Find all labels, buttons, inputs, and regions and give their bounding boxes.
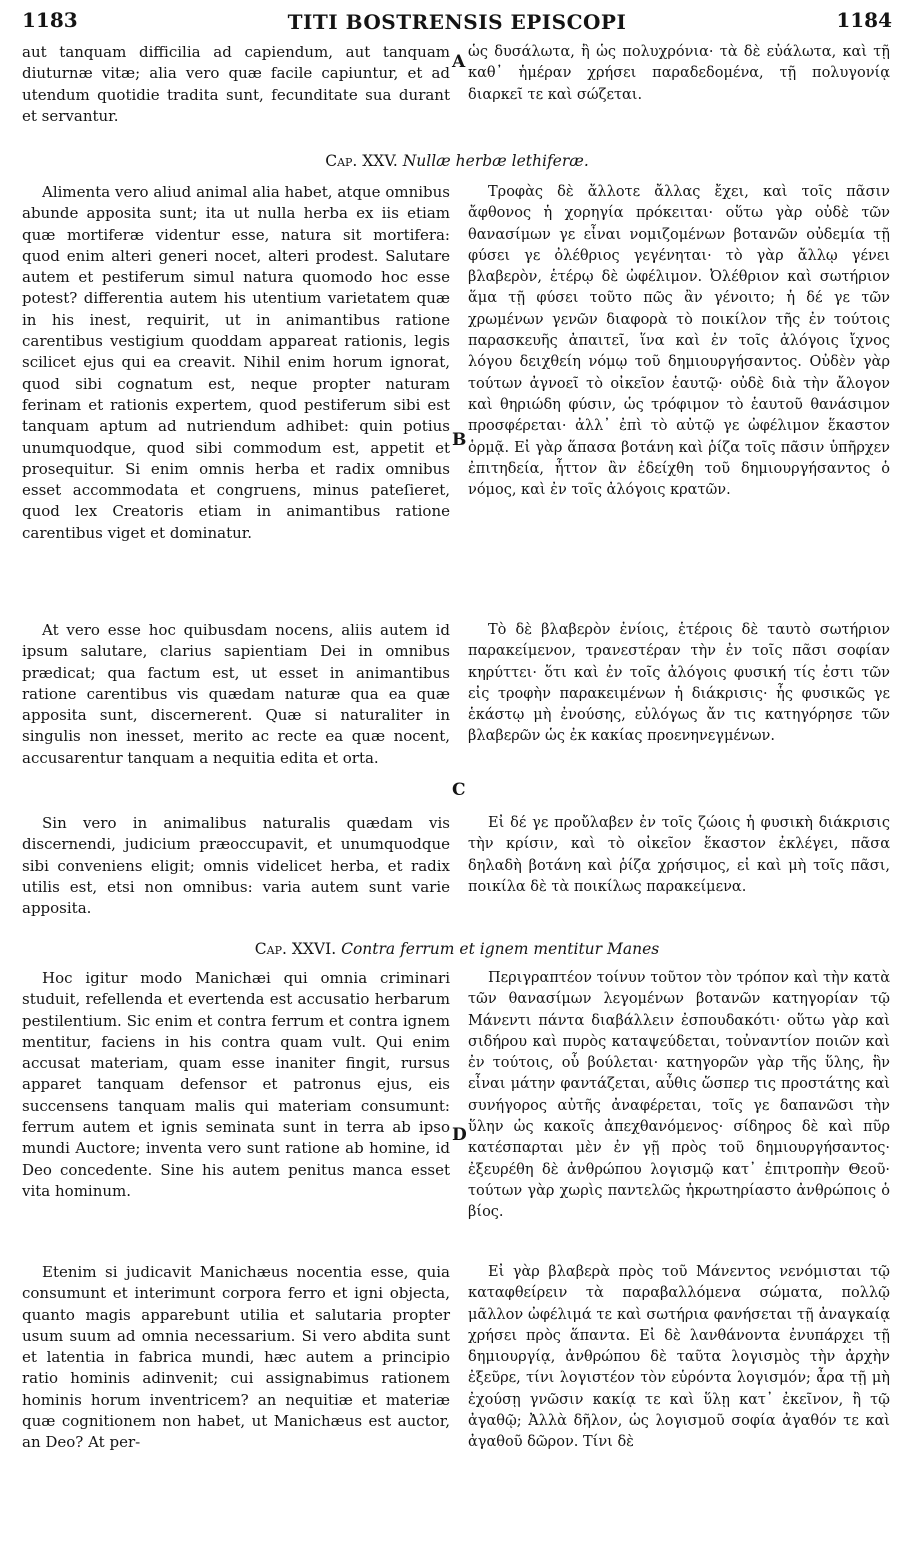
latin-column bbox=[22, 42, 450, 127]
greek-paragraph: Περιγραπτέον τοίνυν τοῦτον τὸν τρόπον καὶ τὴν κατὰ τῶν θανασίμων λεγομένων βοτανῶν κατηγορίαν τῷ Μάνεντι πάντα διαβάλλειν ἐσπουδακότι· οὕτω γὰρ καὶ σιδήρου καὶ πυρὸς καταψεύδεται, τοὐναντίον ποιῶν καὶ ἐν τούτοις, οὗ βούλεται· κατηγορῶν γὰρ τῆς ὕλης, ἣν εἶναι μάτην φαντάζεται, αὖθις ὥσπερ τις προστάτης καὶ συνήγορος αὐτῆς ἀναφέρεται, τοῖς γε δαπανῶσι τὴν ὕλην ὡς κακοῖς ἀπεχθανόμενος· σίδηρος δὲ καὶ πῦρ κατέσπαρται μὲν ἐν γῇ πρὸς τοῦ δημιουργήσαντος· ἐξευρέθη δὲ ἀνθρώπου λογισμῷ κατ᾽ ἐπιτροπὴν Θεοῦ· τούτων γὰρ χωρὶς παντελῶς ἠκρωτηρίαστο ἀνθρώποις ὁ βίος. bbox=[468, 970, 890, 1221]
latin-column bbox=[22, 968, 450, 1202]
greek-column bbox=[468, 620, 890, 748]
latin-column bbox=[22, 813, 450, 919]
page-number-left: 1183 bbox=[22, 8, 78, 32]
chapter-number: Cap. XXV. bbox=[325, 152, 398, 170]
page-number-right: 1184 bbox=[836, 8, 892, 32]
greek-paragraph: Τροφὰς δὲ ἄλλοτε ἄλλας ἔχει, καὶ τοῖς πᾶσιν ἄφθονος ἡ χορηγία πρόκειται· οὕτω γὰρ οὐδὲ τῶν θανασίμων γε εἶναι νομιζομένων βοτανῶν οὐδεμία τῇ φύσει γε ὀλέθριος γεγένηται· τὸ γὰρ ἄλλῳ γένει βλαβερὸν, ἑτέρῳ δὲ ὠφέλιμον. Ὀλέθριον καὶ σωτήριον ἅμα τῇ φύσει τοῦτο πῶς ἂν γένοιτο; ἡ δέ γε τῶν χρωμένων γενῶν διαφορὰ τὸ ποικίλον τῆς ἐν τούτοις παρασκευῆς ἀπαιτεῖ, ἵνα καὶ ἐν τοῖς ἀλόγοις ἴχνος λόγου δειχθείη νόμῳ τοῦ δημιουργήσαντος. Οὐδὲν γὰρ τούτων ἀγνοεῖ τὸ οἰκεῖον ἑαυτῷ· οὐδὲ διὰ τὴν ἄλογον καὶ θηριώδη φύσιν, ὡς τρόφιμον τὸ ἑαυτοῦ θανάσιμον προσφέρεται· ἀλλ᾽ ἐπὶ τὸ αὐτῷ γε ὠφέλιμον ἕκαστον ὁρμᾷ. Εἰ γὰρ ἅπασα βοτάνη καὶ ῥίζα τοῖς πᾶσιν ὑπῆρχεν ἐπιτηδεία, ἧττον ἂν ἐδείχθη τοῦ δημιουργήσαντος ὁ νόμος, καὶ ἐν τοῖς ἀλόγοις κρατῶν. bbox=[468, 184, 890, 499]
latin-paragraph: Sin vero in animalibus naturalis quædam vis discernendi, judicium præoccupavit, et unumquodque sibi conveniens eligit; omnis videlicet herba, et radix utilis est, etsi non omnibus: varia autem sunt varie apposita. bbox=[22, 814, 450, 918]
chapter-number: Cap. XXVI. bbox=[254, 940, 337, 958]
margin-marker-b: B bbox=[452, 430, 467, 450]
margin-marker-c: C bbox=[452, 780, 466, 800]
chapter-heading-26 bbox=[22, 940, 892, 958]
chapter-heading-25 bbox=[22, 152, 892, 170]
running-head: TITI BOSTRENSIS EPISCOPI bbox=[287, 10, 627, 34]
margin-marker-a: A bbox=[452, 52, 466, 72]
greek-column bbox=[468, 42, 890, 106]
page-header bbox=[22, 8, 892, 38]
greek-paragraph: Τὸ δὲ βλαβερὸν ἐνίοις, ἑτέροις δὲ ταυτὸ σωτήριον παρακείμενον, τρανεστέραν τὴν ἐν τοῖς πᾶσι σοφίαν κηρύττει· ὅτι καὶ ἐν τοῖς ἀλόγοις φυσική τίς ἐστι τῶν εἰς τροφὴν παρακειμένων ἡ διάκρισις· ἧς φυσικῶς γε ἑκάστῳ μὴ ἐνούσης, εὐλόγως ἄν τις κατηγόρησε τῶν βλαβερῶν ὡς ἐκ κακίας προενηνεγμένων. bbox=[468, 622, 890, 745]
latin-paragraph: Etenim si judicavit Manichæus nocentia esse, quia consumunt et interimunt corpora ferro et igni objecta, quanto magis apparebunt utilia et salutaria propter usum suum ad omnia necessarium. Si vero abdita sunt et latentia in fabrica mundi, hæc autem a principio ratio hominis adinvenit; cui assignabimus rationem hominis horum inventricem? an nequitiæ et materiæ quæ cognitionem non habet, ut Manichæus est auctor, an Deo? At per- bbox=[22, 1263, 450, 1452]
greek-paragraph: ὡς δυσάλωτα, ἢ ὡς πολυχρόνια· τὰ δὲ εὐάλωτα, καὶ τῇ καθ᾽ ἡμέραν χρήσει παραδεδομένα, τῇ πολυγονίᾳ διαρκεῖ τε καὶ σώζεται. bbox=[468, 44, 890, 103]
latin-column bbox=[22, 1262, 450, 1454]
greek-paragraph: Εἰ δέ γε προὔλαβεν ἐν τοῖς ζώοις ἡ φυσικὴ διάκρισις τὴν κρίσιν, καὶ τὸ οἰκεῖον ἕκαστον ἐκλέγει, πᾶσα δηλαδὴ βοτάνη καὶ ῥίζα χρήσιμος, εἰ καὶ μὴ τοῖς πᾶσι, ποικίλα δὲ τὰ ποικίλως παρακείμενα. bbox=[468, 815, 890, 895]
latin-paragraph: aut tanquam difficilia ad capiendum, aut tanquam diuturnæ vitæ; alia vero quæ facile capiuntur, et ad utendum quotidie tradita sunt, fecunditate sua durant et servantur. bbox=[22, 43, 450, 125]
greek-column bbox=[468, 1262, 890, 1454]
greek-column bbox=[468, 813, 890, 898]
greek-column bbox=[468, 182, 890, 501]
latin-column bbox=[22, 620, 450, 769]
greek-column bbox=[468, 968, 890, 1224]
greek-paragraph: Εἰ γὰρ βλαβερὰ πρὸς τοῦ Μάνεντος νενόμισται τῷ καταφθείρειν τὰ παραβαλλόμενα σώματα, πολλῷ μᾶλλον ὠφέλιμά τε καὶ σωτήρια φανήσεται τῇ ἀναγκαίᾳ χρήσει πρὸς ἅπαντα. Εἰ δὲ λανθάνοντα ἐνυπάρχει τῇ δημιουργίᾳ, ἀνθρώπου δὲ ταῦτα λογισμὸς τὴν ἀρχὴν ἐξεῦρε, τίνι λογιστέον τὸν εὑρόντα λογισμόν; ἆρα τῇ μὴ ἐχούσῃ γνῶσιν κακίᾳ τε καὶ ὕλῃ κατ᾽ ἐκεῖνον, ἢ τῷ ἀγαθῷ; Ἀλλὰ δῆλον, ὡς λογισμοῦ σοφία ἀγαθόν τε καὶ ἀγαθοῦ δῶρον. Τίνι δὲ bbox=[468, 1264, 890, 1451]
chapter-title: Nullæ herbæ lethiferæ. bbox=[402, 152, 589, 170]
latin-paragraph: Alimenta vero aliud animal alia habet, atque omnibus abunde apposita sunt; ita ut nulla herba ex iis etiam quæ mortiferæ videntur esse, natura sit mortifera: quod enim alteri generi nocet, alteri prodest. Salutare autem et pestiferum simul natura quomodo hoc esse potest? differentia autem his utentium varietatem quæ in his inest, requirit, ut in animantibus ratione carentibus vestigium quoddam appareat rationis, legis scilicet ejus qui ea creavit. Nihil enim horum ignorat, quod sibi cognatum est, neque propter naturam ferinam et rationis expertem, quod pestiferum sibi est tanquam aptum ad nutriendum adhibet: quin potius unumquodque, quod sibi commodum est, appetit et prosequitur. Si enim omnis herba et radix omnibus esset accommodata et congruens, minus pateſieret, quod lex Creatoris etiam in animantibus ratione carentibus viget et dominatur. bbox=[22, 183, 450, 542]
latin-paragraph: At vero esse hoc quibusdam nocens, aliis autem id ipsum salutare, clarius sapientiam Dei in omnibus prædicat; qua factum est, ut esset in animantibus ratione carentibus vis quædam naturæ qua ea quæ apposita sunt, discernerent. Quæ si naturaliter in singulis non inesset, merito ac recte ea quæ nocent, accusarentur tanquam a nequitia edita et orta. bbox=[22, 621, 450, 767]
latin-column bbox=[22, 182, 450, 544]
chapter-title: Contra ferrum et ignem mentitur Manes bbox=[341, 940, 660, 958]
margin-marker-d: D bbox=[452, 1125, 467, 1145]
latin-paragraph: Hoc igitur modo Manichæi qui omnia criminari studuit, refellenda et evertenda est accusatio herbarum pestilentium. Sic enim et contra ferrum et contra ignem mentitur, faciens in his contra quam vult. Qui enim accusat materiam, quam esse inaniter fingit, rursus apparet tanquam defensor et patronus ejus, eis succensens tanquam malis qui materiam consumunt: ferrum autem et ignis seminata sunt in terra ab ipso mundi Auctore; inventa vero sunt ratione ab homine, id Deo concedente. Sine his autem penitus manca esset vita hominum. bbox=[22, 969, 450, 1200]
